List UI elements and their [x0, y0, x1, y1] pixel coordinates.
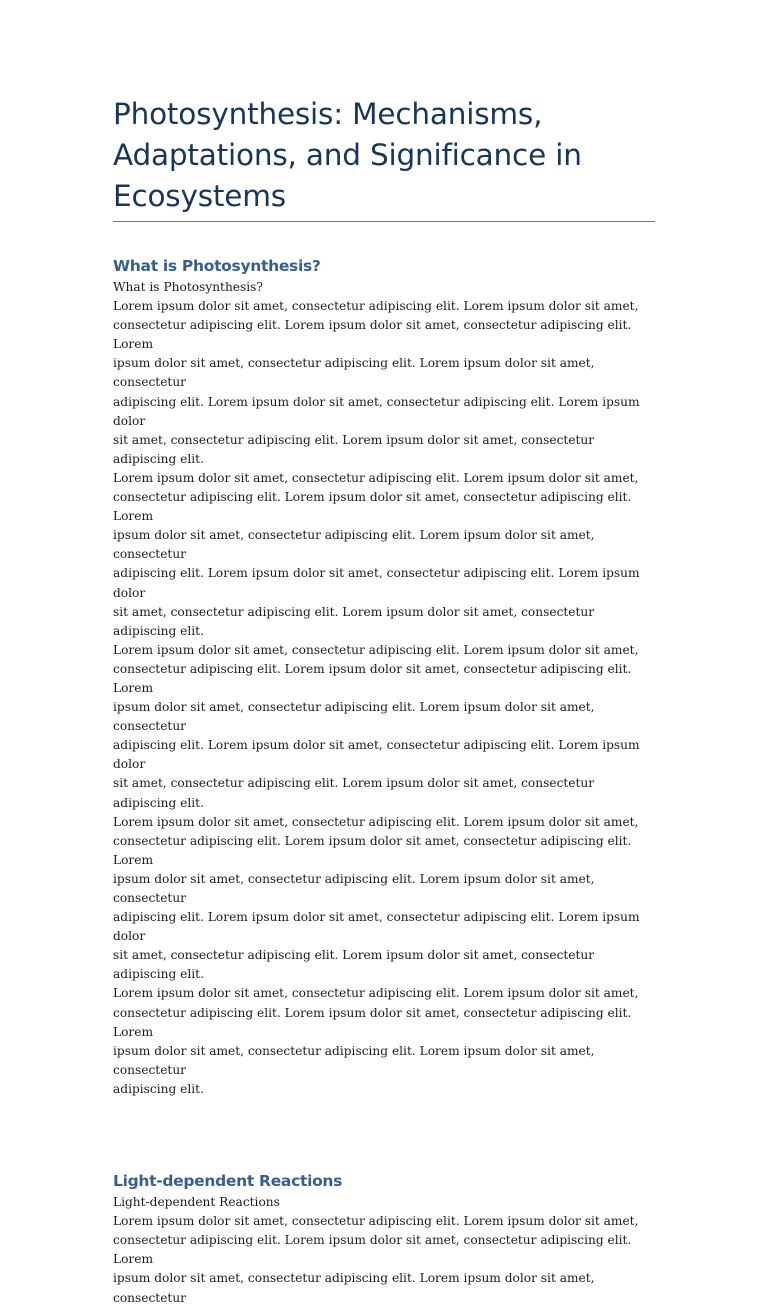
document-page — [113, 0, 655, 1308]
body-line: consectetur adipiscing elit. Lorem ipsum dolor sit amet, consectetur adipiscing elit. Lorem — [113, 1005, 632, 1039]
body-line: consectetur adipiscing elit. Lorem ipsum dolor sit amet, consectetur adipiscing elit. Lorem — [113, 661, 632, 695]
body-line: ipsum dolor sit amet, consectetur adipiscing elit. Lorem ipsum dolor sit amet, consectetur — [113, 1043, 595, 1077]
body-line: ipsum dolor sit amet, consectetur adipiscing elit. Lorem ipsum dolor sit amet, consectetur — [113, 871, 595, 905]
document-title: Photosynthesis: Mechanisms, Adaptations, and Significance in Ecosystems — [113, 97, 582, 213]
body-line: sit amet, consectetur adipiscing elit. Lorem ipsum dolor sit amet, consectetur adipiscing elit. — [113, 948, 595, 982]
body-line: Lorem ipsum dolor sit amet, consectetur adipiscing elit. Lorem ipsum dolor sit amet, — [113, 1214, 639, 1229]
body-line: ipsum dolor sit amet, consectetur adipiscing elit. Lorem ipsum dolor sit amet, consectetur — [113, 1271, 595, 1305]
body-line: consectetur adipiscing elit. Lorem ipsum dolor sit amet, consectetur adipiscing elit. Lorem — [113, 1233, 632, 1267]
body-line: adipiscing elit. Lorem ipsum dolor sit amet, consectetur adipiscing elit. Lorem ipsum dolor — [113, 910, 640, 944]
body-line: sit amet, consectetur adipiscing elit. Lorem ipsum dolor sit amet, consectetur adipiscing elit. — [113, 432, 595, 466]
section-heading: Light-dependent Reactions — [113, 1172, 343, 1191]
body-line: ipsum dolor sit amet, consectetur adipiscing elit. Lorem ipsum dolor sit amet, consectetur — [113, 356, 595, 390]
section-light-dependent-reactions — [113, 1171, 655, 1308]
section-what-is-photosynthesis — [113, 256, 655, 1099]
body-line: adipiscing elit. Lorem ipsum dolor sit amet, consectetur adipiscing elit. Lorem ipsum dolor — [113, 394, 640, 428]
body-line: Lorem ipsum dolor sit amet, consectetur adipiscing elit. Lorem ipsum dolor sit amet, — [113, 986, 639, 1001]
title-divider — [113, 221, 655, 222]
body-line: Lorem ipsum dolor sit amet, consectetur adipiscing elit. Lorem ipsum dolor sit amet, — [113, 642, 639, 657]
body-line: Lorem ipsum dolor sit amet, consectetur adipiscing elit. Lorem ipsum dolor sit amet, — [113, 299, 639, 314]
body-line: consectetur adipiscing elit. Lorem ipsum dolor sit amet, consectetur adipiscing elit. Lorem — [113, 318, 632, 352]
body-line: ipsum dolor sit amet, consectetur adipiscing elit. Lorem ipsum dolor sit amet, consectetur — [113, 528, 595, 562]
body-line: ipsum dolor sit amet, consectetur adipiscing elit. Lorem ipsum dolor sit amet, consectetur — [113, 700, 595, 734]
section-sub-label: Light-dependent Reactions — [113, 1195, 280, 1210]
body-line: sit amet, consectetur adipiscing elit. Lorem ipsum dolor sit amet, consectetur adipiscing elit. — [113, 604, 595, 638]
section-heading: What is Photosynthesis? — [113, 257, 321, 275]
section-body — [113, 297, 655, 1099]
body-line: adipiscing elit. — [113, 1081, 204, 1096]
body-line: adipiscing elit. Lorem ipsum dolor sit amet, consectetur adipiscing elit. Lorem ipsum dolor — [113, 566, 640, 600]
body-line: Lorem ipsum dolor sit amet, consectetur adipiscing elit. Lorem ipsum dolor sit amet, — [113, 814, 639, 829]
body-line: consectetur adipiscing elit. Lorem ipsum dolor sit amet, consectetur adipiscing elit. Lorem — [113, 833, 632, 867]
body-line: adipiscing elit. Lorem ipsum dolor sit amet, consectetur adipiscing elit. Lorem ipsum dolor — [113, 738, 640, 772]
section-sub-label: What is Photosynthesis? — [113, 280, 263, 294]
body-line: consectetur adipiscing elit. Lorem ipsum dolor sit amet, consectetur adipiscing elit. Lorem — [113, 490, 632, 524]
body-line: Lorem ipsum dolor sit amet, consectetur adipiscing elit. Lorem ipsum dolor sit amet, — [113, 470, 639, 485]
section-body — [113, 1212, 655, 1307]
body-line: sit amet, consectetur adipiscing elit. Lorem ipsum dolor sit amet, consectetur adipiscing elit. — [113, 776, 595, 810]
